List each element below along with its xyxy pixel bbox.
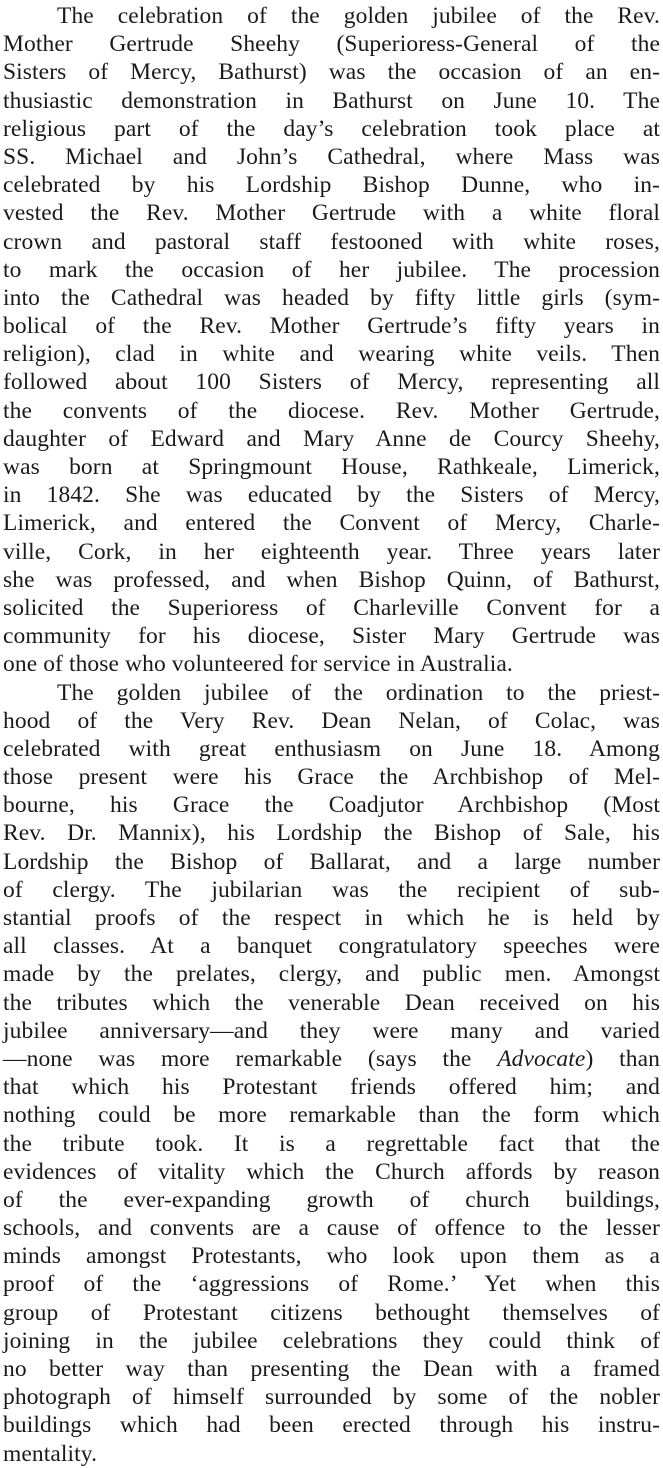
text-line: jubilee anniversary—and they were many and varied <box>3 1017 660 1044</box>
text-line: was born at Springmount House, Rathkeale, Limerick, <box>3 454 660 480</box>
text-line: schools, and convents are a cause of offence to the lesser <box>3 1215 660 1242</box>
paragraph-gertrude-jubilee <box>3 2 660 679</box>
text-line: she was professed, and when Bishop Quinn, of Bathurst, <box>3 566 660 593</box>
text-line: evidences of vitality which the Church affords by reason <box>3 1158 660 1185</box>
text-line: buildings which had been erected through his instru- <box>3 1412 660 1439</box>
text-line: daughter of Edward and Mary Anne de Courcy Sheehy, <box>3 425 660 452</box>
text-line: bolical of the Rev. Mother Gertrude’s fifty years in <box>3 313 660 340</box>
text-line: SS. Michael and John’s Cathedral, where Mass was <box>3 143 660 170</box>
text-line: stantial proofs of the respect in which he is held by <box>3 905 660 931</box>
text-line: community for his diocese, Sister Mary Gertrude was <box>3 623 660 650</box>
text-line: Mother Gertrude Sheehy (Superioress-General of the <box>3 31 660 58</box>
text-line: in 1842. She was educated by the Sisters of Mercy, <box>3 482 660 509</box>
text-line: Rev. Dr. Mannix), his Lordship the Bishop of Sale, his <box>3 820 660 847</box>
text-line: nothing could be more remarkable than the form which <box>3 1102 660 1129</box>
text-line: The golden jubilee of the ordination to the priest- <box>57 679 660 706</box>
text-line: celebrated with great enthusiasm on June 18. Among <box>3 735 660 762</box>
text-line: religion), clad in white and wearing white veils. Then <box>3 341 660 368</box>
text-line: of the ever-expanding growth of church buildings, <box>3 1186 660 1213</box>
text-line: Sisters of Mercy, Bathurst) was the occasion of an en- <box>3 59 660 86</box>
text-segment: ) than <box>585 1045 660 1072</box>
text-line: minds amongst Protestants, who look upon them as a <box>3 1243 660 1270</box>
text-line: no better way than presenting the Dean with a framed <box>3 1356 660 1382</box>
text-line: the tribute took. It is a regrettable fact that the <box>3 1130 660 1157</box>
text-line: that which his Protestant friends offered him; and <box>3 1074 660 1101</box>
text-line: solicited the Superioress of Charleville Convent for a <box>3 594 660 621</box>
italic-source-name: Advocate <box>497 1045 586 1072</box>
text-line: Lordship the Bishop of Ballarat, and a large number <box>3 848 660 875</box>
text-line: Limerick, and entered the Convent of Mercy, Charle- <box>3 510 660 537</box>
text-line: religious part of the day’s celebration took place at <box>3 115 660 142</box>
text-line-with-italic <box>3 1045 660 1073</box>
text-line: The celebration of the golden jubilee of the Rev. <box>57 3 660 29</box>
text-line: mentality. <box>3 1440 98 1467</box>
text-line: vested the Rev. Mother Gertrude with a white floral <box>3 200 660 227</box>
text-line: the convents of the diocese. Rev. Mother Gertrude, <box>3 397 660 424</box>
text-line: followed about 100 Sisters of Mercy, representing all <box>3 369 660 396</box>
text-line: thusiastic demonstration in Bathurst on June 10. The <box>3 87 660 114</box>
text-line: bourne, his Grace the Coadjutor Archbishop (Most <box>3 792 660 819</box>
text-line: photograph of himself surrounded by some of the nobler <box>3 1384 660 1411</box>
text-line: one of those who volunteered for service in Australia. <box>3 651 513 678</box>
text-line: the tributes which the venerable Dean received on his <box>3 989 660 1016</box>
text-line: crown and pastoral staff festooned with white roses, <box>3 228 660 255</box>
text-line: group of Protestant citizens bethought themselves of <box>3 1299 660 1326</box>
text-line: all classes. At a banquet congratulatory speeches were <box>3 933 660 960</box>
text-line: made by the prelates, clergy, and public men. Amongst <box>3 961 660 988</box>
text-line: of clergy. The jubilarian was the recipient of sub- <box>3 876 660 903</box>
text-segment: —none was more remarkable (says the <box>3 1045 498 1072</box>
text-line: proof of the ‘aggressions of Rome.’ Yet when this <box>3 1271 660 1298</box>
paragraph-nelan-jubilee <box>3 679 660 1468</box>
text-line: hood of the Very Rev. Dean Nelan, of Colac, was <box>3 707 660 734</box>
text-line: those present were his Grace the Archbishop of Mel- <box>3 764 660 791</box>
text-line: joining in the jubilee celebrations they could think of <box>3 1327 660 1354</box>
text-line: celebrated by his Lordship Bishop Dunne, who in- <box>3 172 660 199</box>
text-line: to mark the occasion of her jubilee. The procession <box>3 256 660 283</box>
text-line: into the Cathedral was headed by fifty little girls (sym- <box>3 284 660 311</box>
text-line: ville, Cork, in her eighteenth year. Three years later <box>3 538 660 565</box>
